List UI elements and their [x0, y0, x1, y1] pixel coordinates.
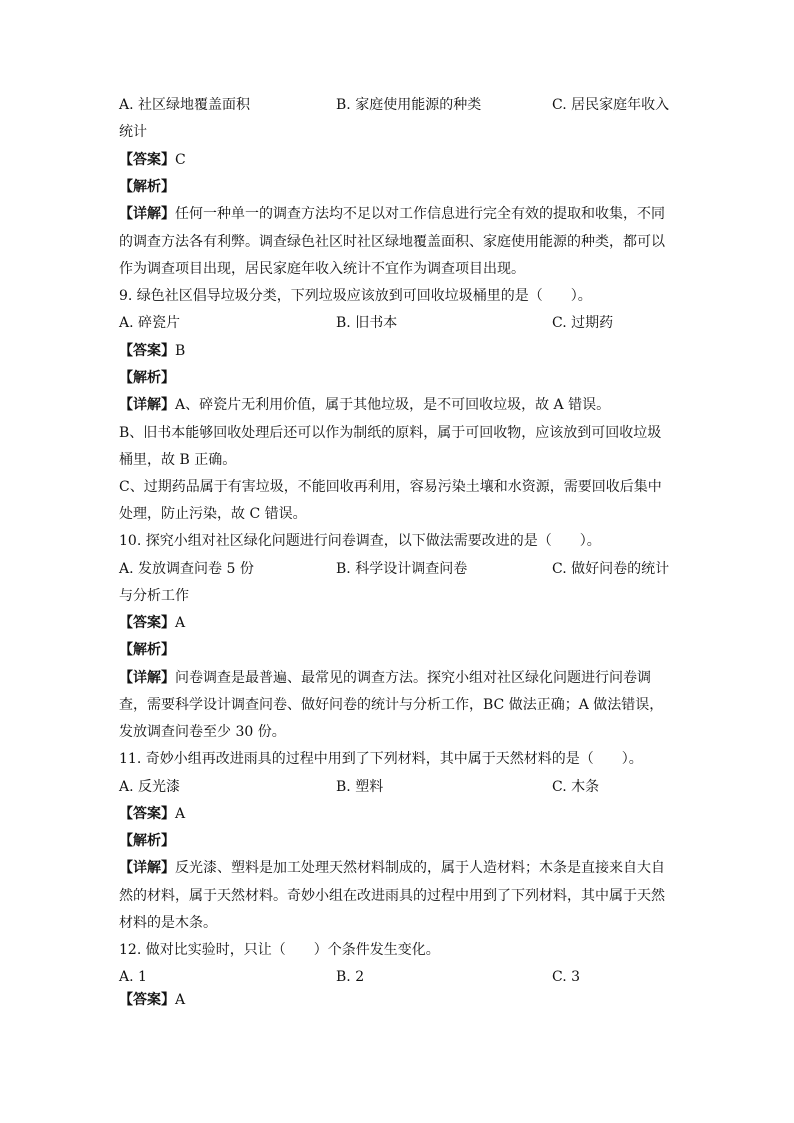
- q9-option-b: B. 旧书本: [336, 315, 398, 331]
- q8-detail-tag: 【详解】: [119, 206, 175, 222]
- q8-option-c: C. 居民家庭年收入: [552, 97, 670, 113]
- q11-answer-tag: 【答案】: [119, 806, 175, 822]
- q10-analysis-tag: 【解析】: [119, 642, 175, 658]
- q8-analysis-tag: 【解析】: [119, 179, 175, 195]
- q8-detail-text-1: 任何一种单一的调查方法均不足以对工作信息进行完全有效的提取和收集，不同: [175, 206, 665, 222]
- q12-option-a: A. 1: [119, 969, 147, 985]
- q9-answer: B: [175, 343, 186, 359]
- q11-option-c: C. 木条: [552, 779, 600, 795]
- q9-option-a: A. 碎瓷片: [119, 315, 181, 331]
- q9-detail-line-3: 桶里，故 B 正确。: [119, 452, 237, 468]
- q11-detail-line-3: 材料的是木条。: [119, 915, 217, 931]
- q9-option-c: C. 过期药: [552, 315, 614, 331]
- q9-detail-line-5: 处理，防止污染，故 C 错误。: [119, 506, 307, 522]
- q10-option-c-continued: 与分析工作: [119, 588, 189, 604]
- q12-answer-line: [119, 991, 679, 1009]
- q10-detail-line-3: 发放调查问卷至少 30 份。: [119, 724, 286, 740]
- q11-detail-line-1: [119, 859, 679, 877]
- q10-answer-tag: 【答案】: [119, 615, 175, 631]
- q12-answer-tag: 【答案】: [119, 992, 175, 1008]
- q8-option-b: B. 家庭使用能源的种类: [336, 97, 482, 113]
- q10-option-a: A. 发放调查问卷 5 份: [119, 561, 254, 577]
- q12-option-b: B. 2: [336, 969, 365, 985]
- q11-answer-line: [119, 805, 679, 823]
- q10-answer-line: [119, 614, 679, 632]
- q9-answer-line: [119, 342, 679, 360]
- q8-answer: C: [175, 152, 186, 168]
- q9-detail-tag: 【详解】: [119, 397, 175, 413]
- q8-detail-line-1: [119, 205, 679, 223]
- q10-answer: A: [175, 615, 186, 631]
- q9-answer-tag: 【答案】: [119, 343, 175, 359]
- q11-detail-text-1: 反光漆、塑料是加工处理天然材料制成的，属于人造材料；木条是直接来自大自: [175, 860, 665, 876]
- q10-detail-line-2: 查，需要科学设计调查问卷、做好问卷的统计与分析工作，BC 做法正确；A 做法错误，: [119, 697, 664, 713]
- q11-detail-line-2: 然的材料，属于天然材料。奇妙小组在改进雨具的过程中用到了下列材料，其中属于天然: [119, 888, 665, 904]
- q8-detail-line-2: 的调查方法各有利弊。调查绿色社区时社区绿地覆盖面积、家庭使用能源的种类，都可以: [119, 234, 665, 250]
- q12-answer: A: [175, 992, 186, 1008]
- q12-question: 12. 做对比实验时，只让（ ）个条件发生变化。: [119, 942, 440, 958]
- q8-detail-line-3: 作为调查项目出现，居民家庭年收入统计不宜作为调查项目出现。: [119, 261, 525, 277]
- q9-detail-line-4: C、过期药品属于有害垃圾，不能回收再利用，容易污染土壤和水资源，需要回收后集中: [119, 479, 662, 495]
- q10-question: 10. 探究小组对社区绿化问题进行问卷调查，以下做法需要改进的是（ ）。: [119, 533, 601, 549]
- q10-detail-line-1: [119, 669, 679, 687]
- q8-option-c-continued: 统计: [119, 124, 147, 140]
- q9-detail-line-1: [119, 396, 679, 414]
- q11-question: 11. 奇妙小组再改进雨具的过程中用到了下列材料，其中属于天然材料的是（ ）。: [119, 751, 643, 767]
- q9-analysis-tag: 【解析】: [119, 370, 175, 386]
- q9-detail-line-2: B、旧书本能够回收处理后还可以作为制纸的原料，属于可回收物，应该放到可回收垃圾: [119, 425, 662, 441]
- q12-option-c: C. 3: [552, 969, 581, 985]
- q9-detail-text-1: A、碎瓷片无利用价值，属于其他垃圾，是不可回收垃圾，故 A 错误。: [175, 397, 611, 413]
- q10-option-c: C. 做好问卷的统计: [552, 561, 670, 577]
- q9-question: 9. 绿色社区倡导垃圾分类，下列垃圾应该放到可回收垃圾桶里的是（ ）。: [119, 288, 592, 304]
- q11-answer: A: [175, 806, 186, 822]
- q8-option-a: A. 社区绿地覆盖面积: [119, 97, 251, 113]
- q10-detail-text-1: 问卷调查是最普遍、最常见的调查方法。探究小组对社区绿化问题进行问卷调: [175, 670, 651, 686]
- q8-answer-line: [119, 151, 679, 169]
- q11-option-a: A. 反光漆: [119, 779, 181, 795]
- q10-option-b: B. 科学设计调查问卷: [336, 561, 468, 577]
- q11-analysis-tag: 【解析】: [119, 833, 175, 849]
- q8-answer-tag: 【答案】: [119, 152, 175, 168]
- q10-detail-tag: 【详解】: [119, 670, 175, 686]
- q11-option-b: B. 塑料: [336, 779, 384, 795]
- q11-detail-tag: 【详解】: [119, 860, 175, 876]
